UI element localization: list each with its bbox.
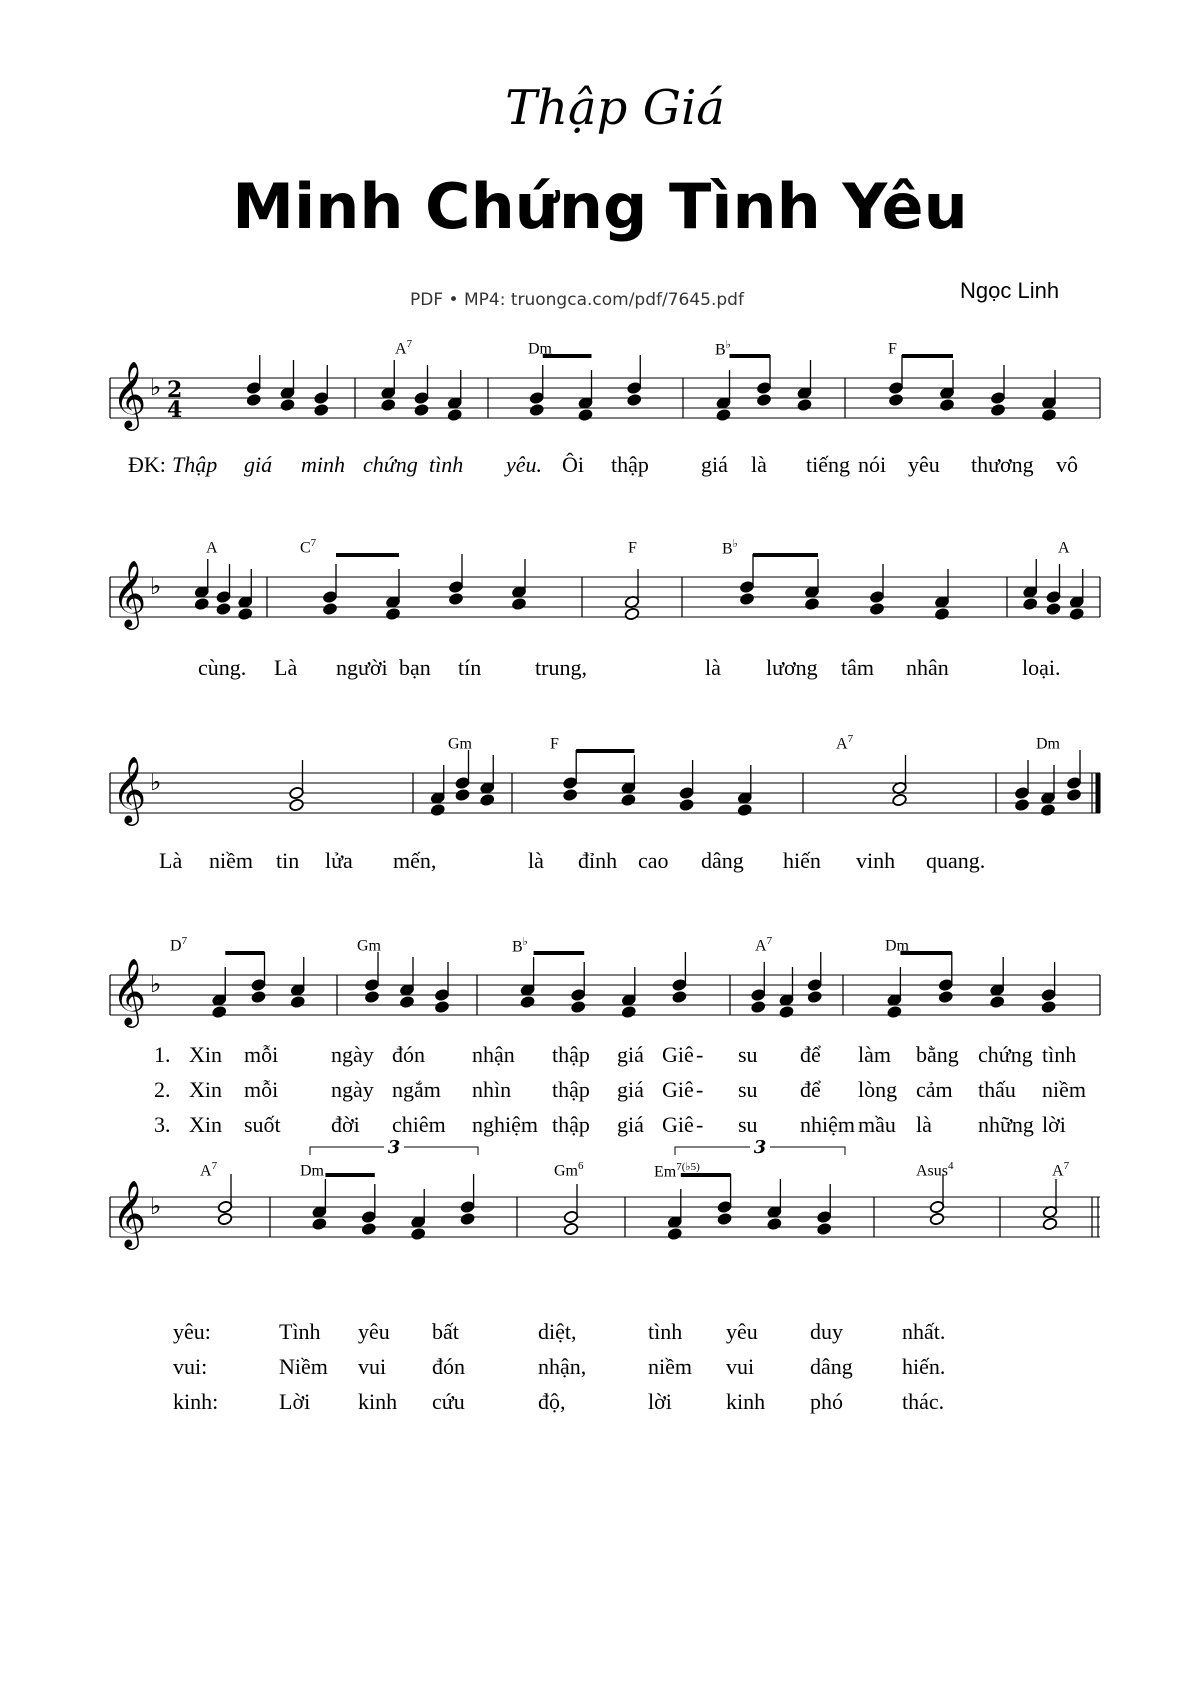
lyric-syllable: thập [552,1112,590,1137]
lyric-syllable: duy [810,1319,843,1344]
lyric-syllable: trung, [535,655,587,680]
note-head [312,1217,327,1230]
chord-symbol: Gm [357,937,381,955]
note-head [361,1222,376,1235]
lyric-syllable: đời [331,1112,360,1137]
lyric-syllable: su [738,1112,758,1137]
lyric-syllable: lời [1042,1112,1066,1137]
lyric-syllable: nhận, [538,1354,587,1379]
lyric-syllable: mỗi [244,1077,279,1102]
note-head [1023,597,1038,610]
note-head [679,798,694,811]
lyric-syllable: Giê [662,1042,694,1067]
note-head [888,393,903,406]
treble-clef-icon: 𝄞 [112,1179,147,1247]
note-head [570,1000,585,1013]
lyric-syllable: kinh: [173,1389,219,1414]
note-head [1069,607,1084,620]
song-title: Minh Chứng Tình Yêu [232,170,968,243]
lyric-syllable: Niềm [279,1354,328,1379]
triplet-mark: 3 [753,1137,767,1158]
lyric-syllable: - [696,1042,704,1067]
lyric-syllable: diệt, [538,1319,577,1344]
lyric-syllable: tâm [841,655,874,680]
note-head [739,592,754,605]
composer-name: Ngọc Linh [960,278,1060,303]
lyric-syllable: lửa [325,848,353,873]
note-head [816,1222,831,1235]
note-head [251,990,266,1003]
note-head [280,398,295,411]
lyric-syllable: lương [766,655,818,680]
note-head [430,803,445,816]
lyric-syllable: nói [858,452,887,477]
note-head [399,995,414,1008]
lyric-syllable: 2. [154,1077,171,1102]
lyric-syllable: Lời [279,1389,311,1414]
lyric-syllable: bất [432,1319,459,1344]
lyric-syllable: dâng [701,848,744,873]
note-head [578,408,593,421]
chord-symbol: A [206,539,218,557]
note-head [751,1000,766,1013]
lyric-syllable: mầu [858,1112,896,1137]
lyric-syllable: ngày [331,1077,374,1102]
note-head [520,995,535,1008]
note-head [238,607,253,620]
lyric-syllable: người [336,655,388,680]
lyric-syllable: nhìn [472,1077,512,1102]
lyric-syllable: nhất. [902,1319,946,1344]
lyric-syllable: thập [552,1042,590,1067]
lyric-syllable: Là [159,848,183,873]
lyric-syllable: độ, [538,1389,566,1414]
lyric-syllable: Thập [172,452,218,477]
note-head [410,1227,425,1240]
lyric-syllable: ngày [331,1042,374,1067]
note-head [212,1005,227,1018]
lyric-syllable: niềm [209,848,253,873]
note-head [621,1005,636,1018]
lyric-syllable: nghiệm [472,1112,538,1137]
key-signature-flat: ♭ [150,1192,162,1220]
note-head [290,995,305,1008]
note-head [869,602,884,615]
chord-symbol: $A^7$ [1052,1160,1070,1180]
lyric-syllable: minh [301,452,345,477]
lyric-syllable: su [738,1042,758,1067]
lyric-syllable: thập [611,452,649,477]
note-head [1014,798,1029,811]
note-head [217,1212,232,1225]
chord-symbol: $A^7$ [755,935,773,955]
lyric-syllable: yêu [726,1319,758,1344]
key-signature-flat: ♭ [150,373,162,401]
chord-symbol: $C^7$ [300,537,317,557]
note-head [716,408,731,421]
lyric-syllable: làm [858,1042,891,1067]
lyric-syllable: mỗi [244,1042,279,1067]
lyric-syllable: bạn [399,655,431,680]
lyric-syllable: Là [274,655,298,680]
note-head [624,607,639,620]
lyric-syllable: tình [1042,1042,1077,1067]
lyric-syllable: - [696,1077,704,1102]
lyric-syllable: Tình [279,1319,321,1344]
lyric-syllable: cứu [432,1389,465,1414]
note-head [448,592,463,605]
chord-symbol: Dm [1036,735,1060,753]
note-head [1066,788,1081,801]
lyric-syllable: dâng [810,1354,853,1379]
lyric-syllable: 3. [154,1112,171,1137]
chord-symbol: Dm [528,340,552,358]
lyric-syllable: ngắm [392,1077,441,1102]
chord-symbol: Gm$^6$ [554,1160,584,1180]
lyric-syllable: nhiệm [800,1112,855,1137]
lyric-syllable: vui: [173,1354,208,1379]
lyric-syllable: chứng [363,452,418,477]
note-head [314,403,329,416]
note-head [989,995,1004,1008]
lyric-syllable: Giê [662,1077,694,1102]
lyric-syllable: là [705,655,721,680]
staff-system-4 [110,952,1100,1028]
lyric-syllable: vô [1056,452,1078,477]
lyric-syllable: kinh [726,1389,766,1414]
note-head [892,793,907,806]
staff-system-1 [110,355,1100,431]
lyric-syllable: thương [971,452,1034,477]
lyric-syllable: giá [701,452,728,477]
treble-clef-icon: 𝄞 [112,559,147,627]
lyric-syllable: lời [648,1389,672,1414]
lyric-syllable: vui [726,1354,755,1379]
lyric-syllable: mến, [393,848,437,873]
note-head [1041,1000,1056,1013]
lyric-syllable: hiến. [902,1354,946,1379]
lyric-syllable: đón [392,1042,425,1067]
lyric-syllable: tình [648,1319,683,1344]
note-head [627,393,642,406]
key-signature-flat: ♭ [150,572,162,600]
lyric-syllable: ĐK: [128,452,166,477]
lyric-syllable: thập [552,1077,590,1102]
note-head [216,602,231,615]
lyric-syllable: thấu [978,1077,1016,1102]
note-head [672,990,687,1003]
staff-system-5 [110,1174,1100,1250]
lyric-syllable: vinh [856,848,896,873]
lyric-syllable: loại. [1022,655,1061,680]
lyric-syllable: lòng [858,1077,898,1102]
note-head [779,1005,794,1018]
lyric-syllable: nhân [906,655,949,680]
lyric-syllable: tín [458,655,482,680]
note-head [562,788,577,801]
lyric-syllable: là [916,1112,932,1137]
lyric-syllable: - [696,1112,704,1137]
lyric-syllable: hiến [783,848,821,873]
lyric-syllable: su [738,1077,758,1102]
note-head [563,1222,578,1235]
lyric-syllable: yêu [908,452,940,477]
note-head [1040,803,1055,816]
lyric-syllable: giá [617,1112,644,1137]
lyric-syllable: niềm [1042,1077,1086,1102]
note-head [939,398,954,411]
source-link[interactable]: PDF • MP4: truongca.com/pdf/7645.pdf [410,290,744,310]
lyric-syllable: yêu. [506,452,543,477]
song-subtitle: Thập Giá [505,80,725,136]
note-head [246,393,261,406]
lyric-syllable: phó [810,1389,843,1414]
note-head [511,597,526,610]
lyric-syllable: là [751,452,767,477]
lyric-syllable: 1. [154,1042,171,1067]
note-head [414,403,429,416]
lyric-syllable: cùng. [198,655,247,680]
lyric-syllable: giá [617,1042,644,1067]
chord-symbol: B♭ [715,339,731,359]
lyric-syllable: những [978,1112,1034,1137]
note-head [990,403,1005,416]
lyric-syllable: thác. [902,1389,945,1414]
note-head [447,408,462,421]
note-head [737,803,752,816]
lyric-syllable: Ôi [562,452,584,477]
lyric-syllable: tiếng [806,452,850,477]
lyric-syllable: vui [358,1354,387,1379]
lyric-syllable: giá [617,1077,644,1102]
lyric-syllable: kinh [358,1389,398,1414]
lyric-syllable: Xin [189,1112,222,1137]
note-head [385,607,400,620]
lyric-syllable: cảm [916,1077,953,1102]
note-head [804,597,819,610]
triplet-mark: 3 [387,1137,401,1158]
key-signature-flat: ♭ [150,768,162,796]
note-head [289,798,304,811]
note-head [455,788,470,801]
chord-symbol: A [1058,539,1070,557]
lyric-syllable: để [800,1042,821,1067]
chord-symbol: $A^7$ [395,338,413,358]
note-head [929,1212,944,1225]
chord-symbol: $A^7$ [836,733,854,753]
chord-symbol: F [550,735,559,753]
lyric-syllable: suốt [244,1112,281,1137]
note-head [480,793,495,806]
chord-symbol: F [628,539,637,557]
chord-symbol: Gm [448,735,472,753]
note-head [529,403,544,416]
note-head [767,1217,782,1230]
note-head [1042,1217,1057,1230]
lyric-syllable: tình [429,452,464,477]
note-head [797,398,812,411]
chord-symbol: Asus$^4$ [916,1160,954,1180]
lyric-syllable: yêu: [173,1319,211,1344]
chord-symbol: B♭ [722,538,738,558]
treble-clef-icon: 𝄞 [112,755,147,823]
chord-symbol: $D^7$ [170,935,188,955]
lyric-syllable: cao [638,848,669,873]
lyric-syllable: yêu [358,1319,390,1344]
lyric-syllable: chiêm [392,1112,446,1137]
chord-symbol: $Em^{7(♭5)}$ [654,1161,700,1181]
note-head [381,398,396,411]
note-head [322,602,337,615]
key-signature-flat: ♭ [150,970,162,998]
note-head [1046,602,1061,615]
lyric-syllable: bằng [916,1042,959,1067]
lyric-syllable: niềm [648,1354,692,1379]
note-head [364,990,379,1003]
note-head [887,1005,902,1018]
note-head [807,990,822,1003]
lyric-syllable: Xin [189,1077,222,1102]
lyric-syllable: nhận [472,1042,515,1067]
lyric-syllable: chứng [978,1042,1033,1067]
note-head [460,1212,475,1225]
lyric-syllable: để [800,1077,821,1102]
lyric-syllable: đỉnh [578,848,618,873]
lyric-syllable: quang. [926,848,986,873]
chord-symbol: B♭ [512,936,528,956]
note-head [756,393,771,406]
note-head [194,597,209,610]
note-head [434,1000,449,1013]
note-head [1041,408,1056,421]
chord-symbol: $A^7$ [200,1160,218,1180]
staff-system-3 [110,750,1100,826]
lyric-syllable: đón [432,1354,465,1379]
lyric-syllable: là [528,848,544,873]
chord-symbol: Dm [300,1162,324,1180]
lyric-syllable: Xin [189,1042,222,1067]
note-head [934,607,949,620]
lyric-syllable: tin [276,848,300,873]
staff-system-2 [110,554,1100,630]
time-signature-top: 2 [167,377,183,403]
lyric-syllable: giá [244,452,273,477]
time-signature-bottom: 4 [167,397,183,423]
note-head [717,1212,732,1225]
chord-symbol: F [888,340,897,358]
lyric-syllable: Giê [662,1112,694,1137]
chord-symbol: Dm [885,937,909,955]
note-head [667,1227,682,1240]
note-head [938,990,953,1003]
note-head [621,793,636,806]
treble-clef-icon: 𝄞 [112,957,147,1025]
treble-clef-icon: 𝄞 [112,360,147,428]
